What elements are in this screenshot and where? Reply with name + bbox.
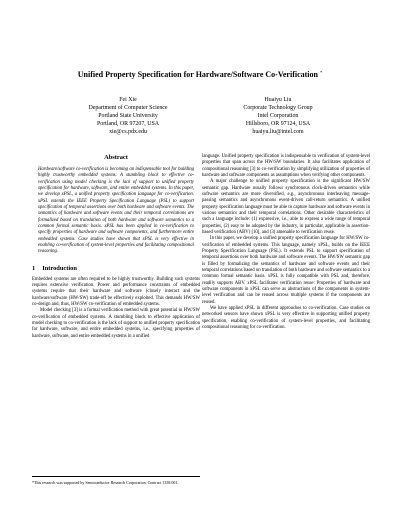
body-paragraph: A major challenge to unified property specification is the significant HW/SW semantic gap. Hardware usually follows synchronous clock-driven semantics while software semantics are more diversified, e.g., asynchronous interleaving message-passing semantics and asynchronous event-driven call-return semantics. A unified property specification language must be able to capture hardware and software events in various semantics and their temporal correlations. Other desirable characteristics of such a language include: (1) expressive, i.e., able to express a wide range of temporal properties, (2) easy to be adopted by the industry, in particular, applicable in assertion-based verification (ABV) [10], and (3) amenable to verification reuse. <box>202 179 370 235</box>
section-title: Introduction <box>42 264 77 272</box>
body-paragraph: In this paper, we develop a unified property specification language for HW/SW co-verification of embedded systems. This language, namely xPSL, builds on the IEEE Property Specification Language (PSL). It extends PSL to support specification of temporal assertions over both hardware and software events. The HW/SW semantic gap is filled by formalizing the semantics of hardware and software events and their temporal correlations based on translation of both hardware and software semantics to a common formal semantic basis. xPSL is fully compatible with PSL and, therefore, readily supports ABV. xPSL facilitates verification reuse: Properties of hardware and software components in xPSL can serve as abstractions of the components in system-level verification and can be reused across multiple systems if the components are reused. <box>202 236 370 305</box>
author-block-1 <box>53 96 203 136</box>
author-name: Huaiyu Liu <box>264 97 292 103</box>
abstract-heading: Abstract <box>104 154 128 161</box>
body-paragraph: We have applied xPSL in different approaches to co-verification. Case studies on networked sensors have shown xPSL is very effective in supporting unified property specification, enabling co-verification of system-level properties, and facilitating compositional reasoning for co-verification. <box>202 305 370 330</box>
author-affiliation: Corporate Technology Group <box>243 105 313 111</box>
author-email: huaiyu.liu@intel.com <box>252 129 304 135</box>
abstract-text: Hardware/software co-verification is becoming an indispensable tool for building highly trustworthy embedded systems. A stumbling block to effective co-verification using model checking is the lack of support to unified property specification for hardware, software, and entire embedded systems. In this paper, we develop xPSL, a unified property specification language for co-verification. xPSL extends the IEEE Property Specification Language (PSL) to support specification of temporal assertions over both hardware and software events. The semantics of hardware and software events and their temporal correlations are formalized based on translation of both hardware and software semantics to a common formal semantic basis. xPSL has been applied in co-verification to specify properties of hardware and software components, and furthermore entire embedded systems. Case studies have shown that xPSL is very effective in enabling co-verification of system-level properties and facilitating compositional reasoning. <box>38 167 194 255</box>
section-heading-introduction <box>32 265 200 273</box>
author-affiliation: Department of Computer Science <box>88 105 168 111</box>
body-paragraph: language. Unified property specification is indispensable to verification of system-level properties that span across the HW/SW boundaries. It also facilitates application of compositional reasoning [3] to co-verification by simplifying utilization of properties of hardware and software components as assumptions when verifying other components. <box>202 154 370 178</box>
author-organization: Portland State University <box>98 113 158 119</box>
author-block-2 <box>203 96 353 136</box>
author-email: xie@cs.pdx.edu <box>109 129 147 135</box>
left-column <box>32 154 200 340</box>
paper-title <box>0 68 400 80</box>
section-number: 1 <box>32 264 36 272</box>
right-column <box>202 154 370 331</box>
footnote: *This research was supported by Semiconductor Research Corporation. Contract 1358.001. <box>32 476 200 485</box>
intro-paragraph: Model checking [3] is a formal verification method with great potential in HW/SW co-verification of embedded systems. A stumbling block to effective application of model checking to co-verification is the lack of support to unified property specification for hardware, software, and entire embedded systems, i.e., specifying properties of hardware, software, and entire embedded systems in a unified <box>32 308 200 339</box>
title-text: Unified Property Specification for Hardware/Software Co-Verification <box>77 70 318 79</box>
author-organization: Intel Corporation <box>257 113 299 119</box>
author-name: Fei Xie <box>119 97 137 103</box>
intro-paragraph: Embedded systems are often required to be highly trustworthy. Building such systems requires extensive verification. Power and performance constraints of embedded systems require that their hardware and software (closely interact and the hardware/software (HW/SW) trade-off be effectively exploited. This demands HW/SW co-design and, thus, HW/SW co-verification of embedded systems. <box>32 276 200 307</box>
title-footnote-mark: * <box>319 70 323 75</box>
author-location: Hillsboro, OR 97124, USA <box>245 121 311 127</box>
author-location: Portland, OR 97207, USA <box>96 121 160 127</box>
